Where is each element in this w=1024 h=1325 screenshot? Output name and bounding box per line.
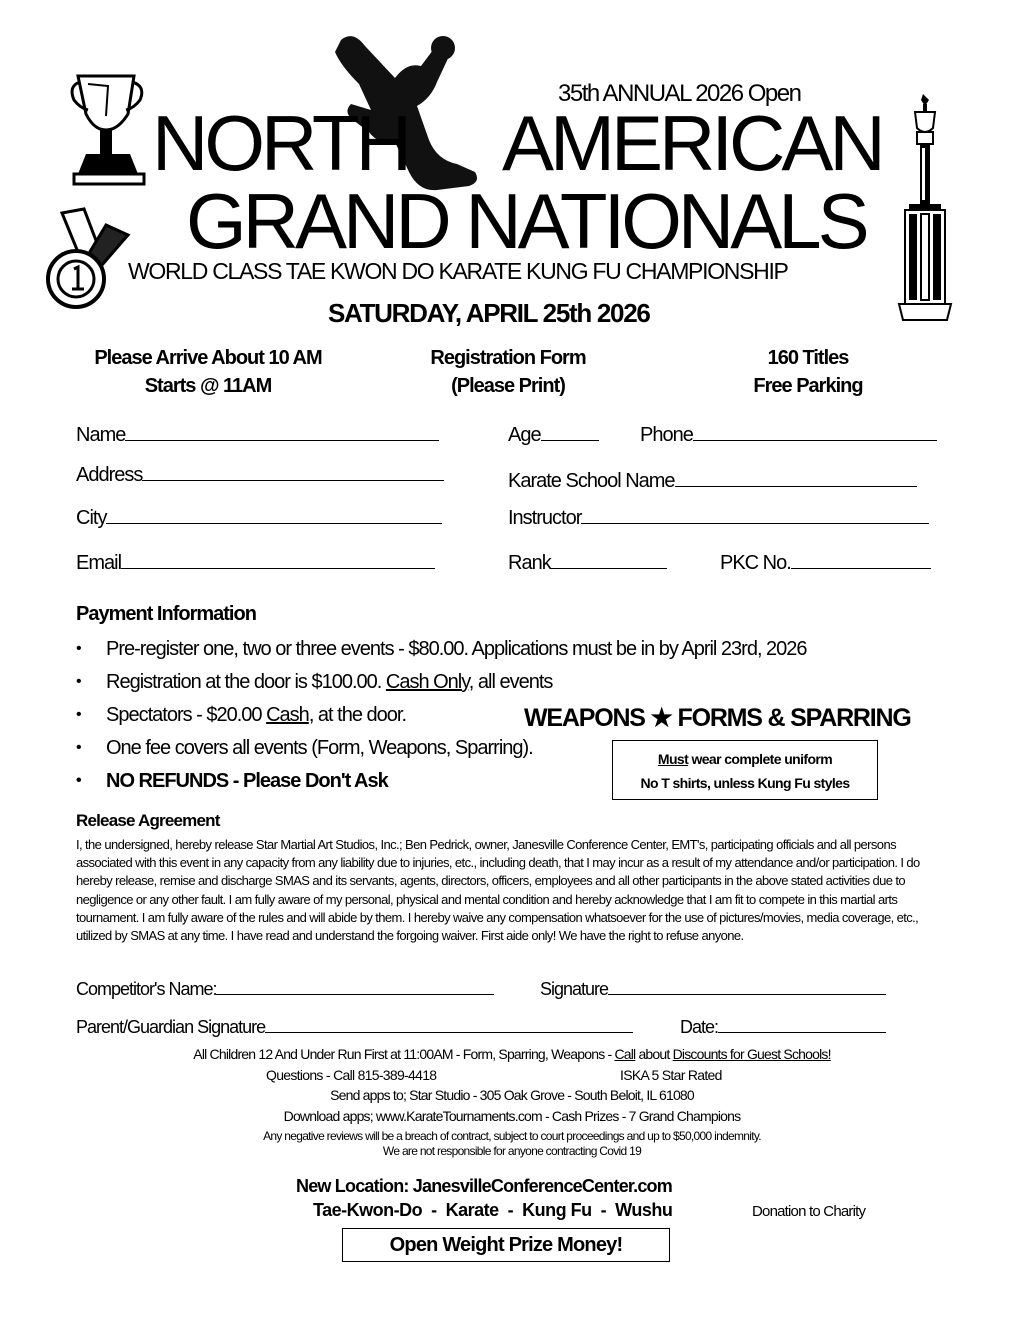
forms-sparring-label: FORMS & SPARRING: [677, 704, 911, 732]
parent-label: Parent/Guardian Signature: [76, 1017, 266, 1037]
phone-field[interactable]: [640, 422, 937, 447]
date-label: Date:: [680, 1017, 719, 1037]
event-date: SATURDAY, APRIL 25th 2026: [328, 298, 650, 328]
prize-banner: Open Weight Prize Money!: [342, 1228, 670, 1262]
call-link: Call: [614, 1046, 636, 1062]
signature-field[interactable]: [540, 976, 886, 1000]
competitor-label: Competitor's Name:: [76, 979, 217, 999]
medal-icon: [40, 205, 140, 315]
download-info: Download apps; www.KarateTournaments.com - Cash Prizes - 7 Grand Champions: [283, 1108, 741, 1124]
payment-item-text: Pre-register one, two or three events - $80.00. Applications must be in by April 23rd, 2026: [106, 638, 807, 660]
styles-list: Tae-Kwon-Do - Karate - Kung Fu - Wushu: [313, 1200, 673, 1220]
age-label: Age: [508, 424, 541, 446]
parent-signature-field[interactable]: [76, 1014, 633, 1038]
payment-item-text: , all events: [468, 671, 553, 693]
subtitle: WORLD CLASS TAE KWON DO KARATE KUNG FU CHAMPIONSHIP: [128, 258, 788, 284]
payment-item-text: One fee covers all events (Form, Weapons, Sparring).: [106, 737, 533, 759]
competitor-name-field[interactable]: [76, 976, 494, 1000]
payment-item-text: Spectators - $20.00: [106, 704, 267, 726]
start-time: Starts @ 11AM: [144, 375, 272, 397]
reviews-notice: Any negative reviews will be a breach of contract, subject to court proceedings and up to $50,000 indemnity.: [263, 1129, 761, 1143]
annual-label: 35th ANNUAL 2026 Open: [558, 80, 801, 107]
title-american: AMERICAN: [502, 99, 882, 187]
payment-item-text: Registration at the door is $100.00.: [106, 671, 386, 693]
new-location: New Location: JanesvilleConferenceCenter.com: [296, 1176, 672, 1196]
release-heading: Release Agreement: [76, 811, 220, 830]
email-field[interactable]: [76, 550, 435, 575]
school-field[interactable]: [508, 468, 917, 493]
address-label: Address: [76, 464, 143, 486]
rank-label: Rank: [508, 552, 551, 574]
arrive-time: Please Arrive About 10 AM: [94, 347, 322, 369]
name-field[interactable]: [76, 422, 439, 447]
uniform-exception: No T shirts, unless Kung Fu styles: [640, 775, 850, 791]
tall-trophy-icon: [895, 92, 955, 324]
date-field[interactable]: [680, 1014, 886, 1038]
list-item: [74, 634, 807, 667]
must-label: Must: [657, 751, 689, 767]
parking-info: Free Parking: [753, 375, 863, 397]
title-north: NORTH: [152, 99, 408, 187]
discounts-link: Discounts for Guest Schools!: [672, 1046, 831, 1062]
city-field[interactable]: [76, 505, 442, 530]
city-label: City: [76, 507, 107, 529]
star-icon: ★: [650, 704, 672, 732]
arrive-info: [60, 344, 356, 400]
form-title: Registration Form: [430, 347, 586, 369]
instructor-field[interactable]: [508, 505, 929, 530]
payment-item-emphasis: Cash: [266, 704, 309, 726]
children-text: All Children 12 And Under Run First at 11:00AM - Form, Sparring, Weapons -: [193, 1046, 615, 1062]
rank-field[interactable]: [508, 550, 667, 575]
uniform-notice: [612, 740, 878, 800]
form-note: (Please Print): [451, 375, 565, 397]
about-text: about: [635, 1046, 673, 1062]
questions-phone: Questions - Call 815-389-4418: [266, 1067, 437, 1083]
signature-label: Signature: [540, 979, 609, 999]
age-field[interactable]: [508, 422, 599, 447]
uniform-rule: wear complete uniform: [688, 751, 833, 767]
iska-rating: ISKA 5 Star Rated: [620, 1067, 722, 1083]
children-info: [0, 1046, 1024, 1062]
address-field[interactable]: [76, 462, 444, 487]
pkc-label: PKC No.: [720, 552, 791, 574]
weapons-label: WEAPONS: [524, 704, 645, 732]
instructor-label: Instructor: [508, 507, 582, 529]
charity-note: Donation to Charity: [752, 1203, 866, 1220]
titles-info: [700, 344, 916, 400]
email-label: Email: [76, 552, 122, 574]
payment-item-text: NO REFUNDS - Please Don't Ask: [106, 770, 388, 792]
weapons-banner: [524, 703, 911, 733]
form-info: [378, 344, 638, 400]
payment-heading: Payment Information: [76, 603, 256, 625]
phone-label: Phone: [640, 424, 693, 446]
trophy-cup-icon: [68, 70, 152, 190]
covid-notice: We are not responsible for anyone contracting Covid 19: [382, 1144, 642, 1158]
payment-item-emphasis: Cash Only: [385, 671, 469, 693]
title-grand-nationals: GRAND NATIONALS: [186, 177, 866, 265]
release-text: I, the undersigned, hereby release Star Martial Art Studios, Inc.; Ben Pedrick, owner, Janesville Conference Center, EMT's, participating officials and all persons associated with this event in any capacity from any liability due to injuries, etc., including death, that I may incur as a result of my attendance and/or participation. I do hereby release, remise and discharge SMAS and its servants, agents, directors, officers, employees and all other participants in the above stated activities due to negligence or any other fault. I am fully aware of my personal, physical and mental condition and hereby acknowledge that I am fit to compete in this martial arts tournament. I am fully aware of the rules and will abide by them. I hereby waive any compensation whatsoever for the use of pictures/movies, media coverage, etc., utilized by SMAS at any time. I have read and understand the forgoing waiver. First aide only! We have the right to refuse anyone.: [76, 837, 920, 944]
send-address: Send apps to; Star Studio - 305 Oak Grove - South Beloit, IL 61080: [330, 1087, 694, 1103]
list-item: [74, 667, 807, 700]
payment-item-text: , at the door.: [308, 704, 407, 726]
pkc-field[interactable]: [720, 550, 931, 575]
school-label: Karate School Name: [508, 470, 675, 492]
name-label: Name: [76, 424, 126, 446]
titles-count: 160 Titles: [767, 347, 849, 369]
